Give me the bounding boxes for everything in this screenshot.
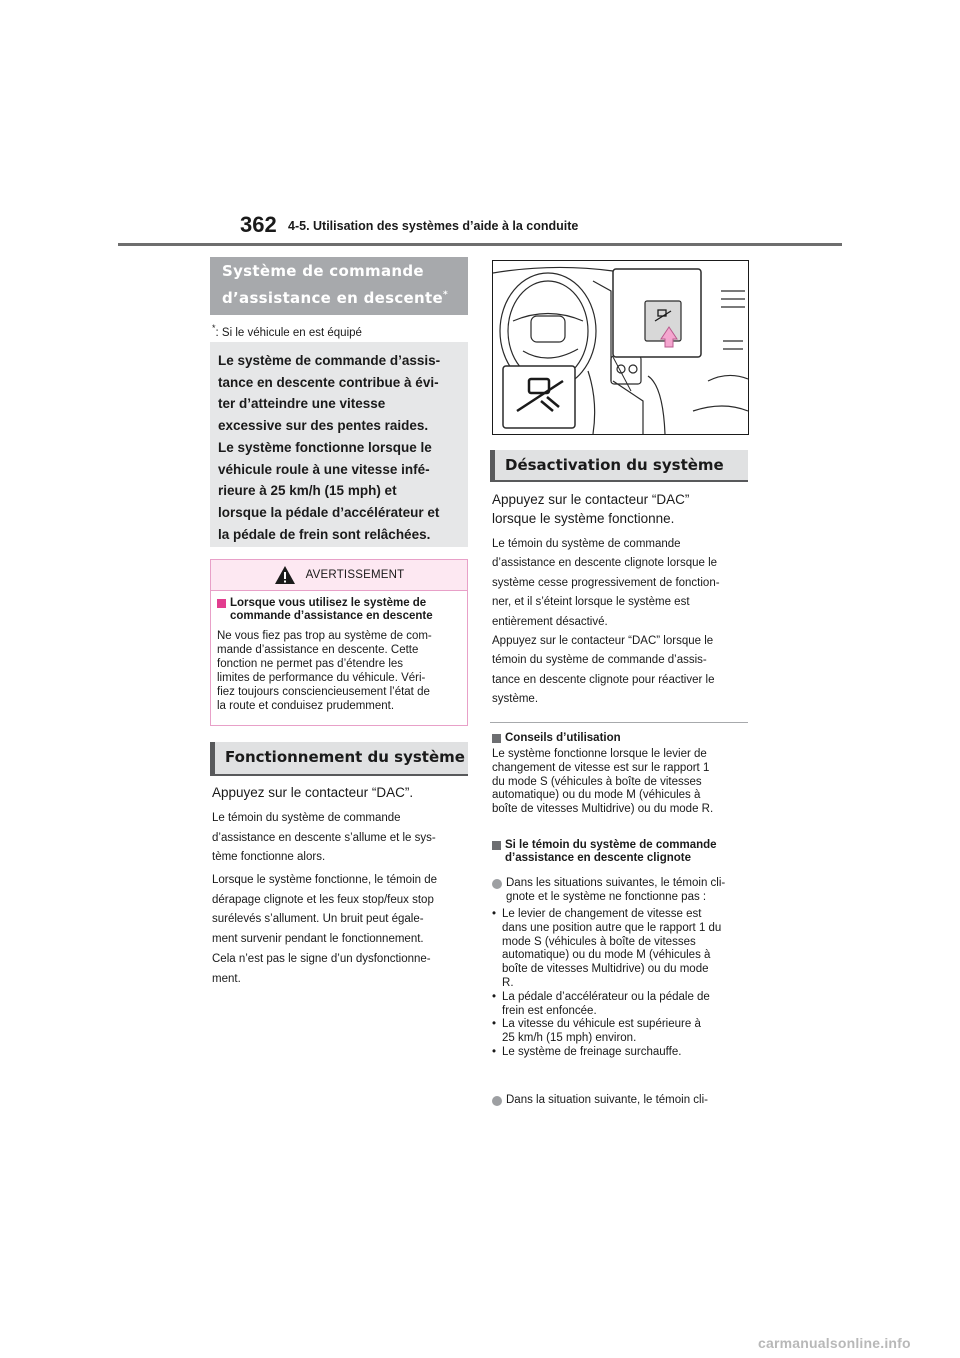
intro-box bbox=[210, 342, 468, 547]
warning-body-line: mande d’assistance en descente. Cette bbox=[217, 644, 419, 656]
note-line: Dans les situations suivantes, le témoin cli- bbox=[506, 877, 726, 889]
watermark: carmanualsonline.info bbox=[758, 1335, 911, 1351]
list-line: mode S (véhicules à boîte de vitesses bbox=[502, 935, 696, 948]
warning-body-line: la route et conduisez prudemment. bbox=[217, 700, 395, 712]
intro-line: lorsque la pédale d’accélérateur et bbox=[218, 504, 440, 520]
warning-body-line: Ne vous fiez pas trop au système de com- bbox=[217, 630, 432, 642]
page-number: 362 bbox=[240, 212, 277, 237]
note-title: Conseils d’utilisation bbox=[505, 732, 621, 744]
list-item bbox=[492, 1046, 748, 1060]
list-line: boîte de vitesses Multidrive) ou du mode bbox=[502, 963, 709, 976]
note-line: changement de vitesse est sur le rapport 1 bbox=[492, 761, 710, 774]
paragraph-line: système. bbox=[492, 693, 539, 706]
list-line: La vitesse du véhicule est supérieure à bbox=[502, 1018, 701, 1031]
warning-body-line: limites de performance du véhicule. Véri- bbox=[217, 672, 426, 684]
note-heading-clignote bbox=[492, 839, 748, 865]
note-line: boîte de vitesses Multidrive) ou du mode R. bbox=[492, 803, 714, 816]
paragraph-operation bbox=[212, 871, 468, 989]
list-line: Le levier de changement de vitesse est bbox=[502, 908, 702, 920]
step-press-dac-off bbox=[492, 490, 748, 528]
list-marker: • bbox=[492, 1045, 497, 1058]
paragraph-line: ment. bbox=[212, 972, 241, 985]
paragraph-line: tance en descente clignote pour réactiver le bbox=[492, 673, 715, 686]
intro-line: véhicule roule à une vitesse infé- bbox=[218, 461, 430, 477]
paragraph-line: Le témoin du système de commande bbox=[492, 538, 681, 550]
paragraph-line: témoin du système de commande d’assis- bbox=[492, 654, 707, 667]
footnote bbox=[212, 323, 362, 339]
warning-body-line: fiez toujours consciencieusement l’état de bbox=[217, 686, 430, 698]
header-rule bbox=[118, 243, 842, 246]
warning-header bbox=[211, 560, 467, 591]
warning-triangle-icon bbox=[274, 565, 296, 585]
note-line: du mode S (véhicules à boîte de vitesses bbox=[492, 775, 702, 788]
footnote-text: : Si le véhicule en est équipé bbox=[215, 326, 362, 339]
list-item bbox=[492, 991, 748, 1019]
notes-divider bbox=[490, 722, 748, 723]
section-heading-line1: Système de commande bbox=[222, 262, 424, 280]
paragraph-line: Appuyez sur le contacteur “DAC” lorsque le bbox=[492, 635, 714, 648]
paragraph-line: ment survenir pendant le fonctionnement. bbox=[212, 933, 424, 946]
warning-sub-line: commande d’assistance en descente bbox=[230, 610, 433, 622]
paragraph-line: système cesse progressivement de fonction- bbox=[492, 576, 720, 589]
intro-line: la pédale de frein sont relâchées. bbox=[218, 526, 431, 542]
paragraph-line: tème fonctionne alors. bbox=[212, 851, 326, 864]
grey-dot-icon bbox=[492, 1096, 502, 1106]
paragraph-line: d’assistance en descente s’allume et le sys- bbox=[212, 831, 436, 844]
warning-body bbox=[217, 629, 461, 713]
paragraph-line: entièrement désactivé. bbox=[492, 615, 608, 628]
list-marker: • bbox=[492, 990, 497, 1003]
intro-line: Le système fonctionne lorsque le bbox=[218, 439, 432, 455]
paragraph-line: d’assistance en descente clignote lorsque le bbox=[492, 557, 718, 570]
step-line: lorsque le système fonctionne. bbox=[492, 511, 675, 526]
warning-body-line: fonction ne permet pas d’étendre les bbox=[217, 658, 404, 670]
note-bullet-situation-suivante bbox=[492, 1094, 750, 1108]
note-bullet-situations bbox=[492, 877, 750, 905]
paragraph-line: ner, et il s’éteint lorsque le système est bbox=[492, 596, 690, 609]
warning-sub-line: Lorsque vous utilisez le système de bbox=[230, 597, 427, 609]
note-title-line: Si le témoin du système de commande bbox=[505, 839, 717, 851]
note-heading-conseils bbox=[492, 732, 621, 745]
note-line: Dans la situation suivante, le témoin cli- bbox=[506, 1094, 708, 1106]
list-line: 25 km/h (15 mph) environ. bbox=[502, 1032, 637, 1045]
paragraph-deactivation bbox=[492, 535, 748, 710]
list-marker: • bbox=[492, 1018, 497, 1031]
paragraph-line: Le témoin du système de commande bbox=[212, 812, 401, 824]
warning-subheading bbox=[217, 597, 461, 623]
footnote-marker: * bbox=[212, 323, 216, 333]
warning-label: AVERTISSEMENT bbox=[305, 569, 405, 581]
note-line: Le système fonctionne lorsque le levier de bbox=[492, 748, 707, 760]
step-line: Appuyez sur le contacteur “DAC” bbox=[492, 492, 690, 507]
list-line: dans une position autre que le rapport 1 du bbox=[502, 921, 722, 934]
section-heading-fonctionnement: Fonctionnement du système bbox=[210, 742, 468, 776]
section-heading-line2 bbox=[222, 283, 468, 310]
dac-switch-illustration bbox=[492, 260, 749, 435]
intro-line: ter d’atteindre une vitesse bbox=[218, 396, 386, 412]
section-heading-dac bbox=[210, 257, 468, 315]
intro-line: excessive sur des pentes raides. bbox=[218, 418, 429, 434]
section-heading-line2-text: d’assistance en descente bbox=[222, 289, 443, 307]
dashboard-drawing bbox=[493, 261, 748, 434]
note-body-conseils bbox=[492, 748, 748, 817]
list-line: frein est enfoncée. bbox=[502, 1004, 597, 1017]
grey-square-icon bbox=[492, 734, 501, 743]
note-title-line: d’assistance en descente clignote bbox=[505, 852, 691, 864]
list-item bbox=[492, 908, 748, 991]
grey-square-icon bbox=[492, 841, 501, 850]
paragraph-line: Lorsque le système fonctionne, le témoin de bbox=[212, 874, 438, 886]
footnote-star: * bbox=[442, 290, 448, 300]
list-marker: • bbox=[492, 908, 497, 920]
paragraph-line: surélevés s’allument. Un bruit peut égale- bbox=[212, 913, 424, 926]
step-press-dac: Appuyez sur le contacteur “DAC”. bbox=[212, 785, 414, 800]
list-line: automatique) ou du mode M (véhicules à bbox=[502, 949, 711, 962]
paragraph-line: Cela n’est pas le signe d’un dysfonctionne- bbox=[212, 952, 431, 965]
chapter-title: 4-5. Utilisation des systèmes d’aide à la conduite bbox=[288, 219, 579, 233]
pink-square-icon bbox=[217, 599, 226, 608]
list-line: R. bbox=[502, 976, 514, 989]
grey-dot-icon bbox=[492, 879, 502, 889]
situation-list bbox=[492, 908, 748, 1060]
intro-line: tance en descente contribue à évi- bbox=[218, 374, 439, 390]
section-heading-desactivation: Désactivation du système bbox=[490, 450, 748, 482]
note-line: gnote et le système ne fonctionne pas : bbox=[506, 890, 707, 903]
warning-box bbox=[210, 559, 468, 726]
paragraph-line: dérapage clignote et les feux stop/feux stop bbox=[212, 893, 434, 906]
intro-line: rieure à 25 km/h (15 mph) et bbox=[218, 483, 397, 499]
paragraph-indicator bbox=[212, 809, 468, 868]
list-item bbox=[492, 1018, 748, 1046]
note-line: automatique) ou du mode M (véhicules à bbox=[492, 789, 701, 802]
list-line: Le système de freinage surchauffe. bbox=[502, 1045, 682, 1058]
intro-line: Le système de commande d’assis- bbox=[218, 353, 441, 368]
list-line: La pédale d’accélérateur ou la pédale de bbox=[502, 990, 710, 1003]
